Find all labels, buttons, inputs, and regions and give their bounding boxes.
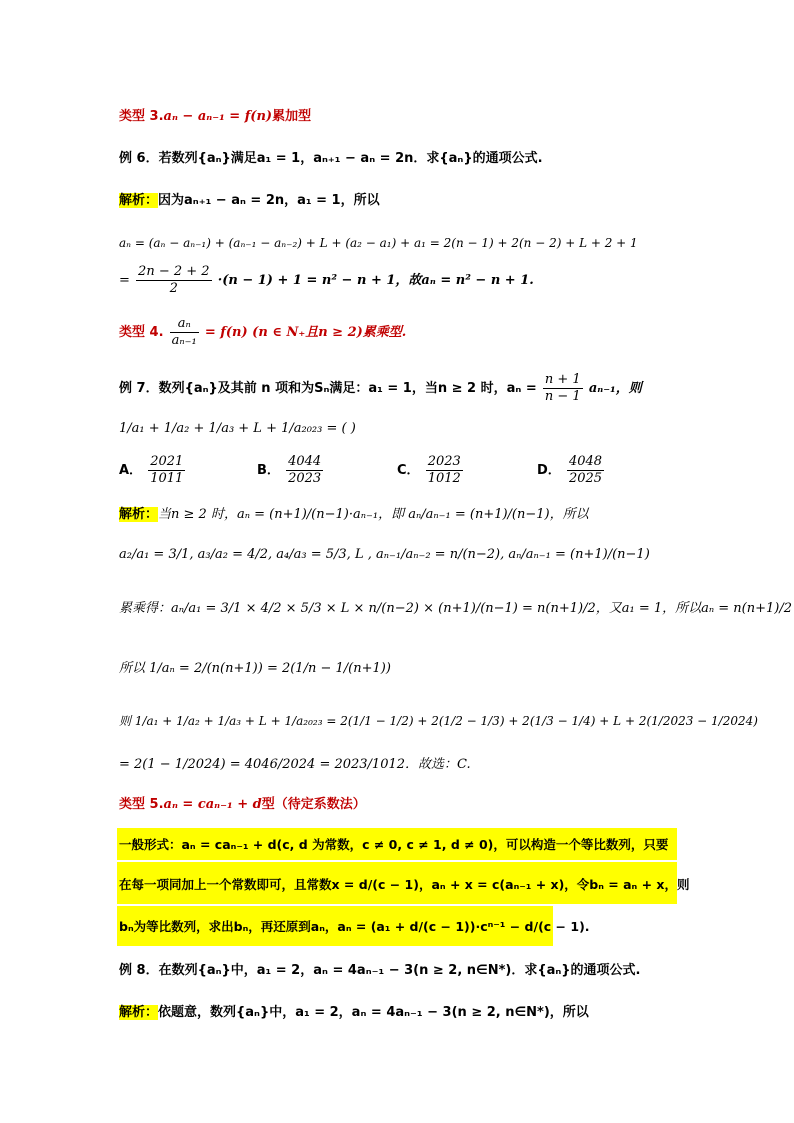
general-form-line-2: 在每一项同加上一个常数即可，且常数x = d/(c − 1)，aₙ + x = c(aₙ₋₁ + x)，令bₙ = aₙ + x，则 [119, 877, 690, 892]
example-8-problem: 例 8．在数列{aₙ}中，a₁ = 2，aₙ = 4aₙ₋₁ − 3(n ≥ 2, n∈N*)．求{aₙ}的通项公式. [119, 963, 641, 978]
example-7-problem: 例 7．数列{aₙ}及其前 n 项和为Sₙ满足：a₁ = 1，当n ≥ 2 时，aₙ = $\frac{n + 1}{n - 1}$ aₙ₋₁，则 [119, 372, 642, 404]
example-7-ratios: a₂/a₁ = 3/1, a₃/a₂ = 4/2, a₄/a₃ = 5/3, L , aₙ₋₁/aₙ₋₂ = n/(n−2), aₙ/aₙ₋₁ = (n+1)/(n−1) [119, 547, 650, 562]
example-6-problem: 例 6．若数列{aₙ}满足a₁ = 1，aₙ₊₁ − aₙ = 2n．求{aₙ}的通项公式. [119, 151, 543, 166]
example-7-final: = 2(1 − 1/2024) = 4046/2024 = 2023/1012．故选：C. [119, 757, 471, 772]
fraction: $\frac{n + 1}{n - 1}$ [544, 372, 581, 404]
option-b: B． $\frac{4044}{2023}$ [257, 454, 322, 486]
example-6-sum-line: aₙ = (aₙ − aₙ₋₁) + (aₙ₋₁ − aₙ₋₂) + L + (a₂ − a₁) + a₁ = 2(n − 1) + 2(n − 2) + L + 2 + 1 [119, 236, 638, 250]
fraction: $\frac{4044}{2023}$ [288, 454, 322, 486]
type3-heading: 类型 3.aₙ − aₙ₋₁ = f(n)累加型 [119, 109, 312, 124]
example-7-solution-intro: 解析：当n ≥ 2 时，aₙ = (n+1)/(n−1)·aₙ₋₁，即 aₙ/aₙ₋₁ = (n+1)/(n−1)，所以 [119, 507, 589, 522]
type5-heading: 类型 5.aₙ = caₙ₋₁ + d型（待定系数法） [119, 797, 366, 812]
fraction: $\frac{2021}{1011}$ [150, 454, 184, 486]
option-c: C． $\frac{2023}{1012}$ [397, 454, 461, 486]
general-form-line-1: 一般形式：aₙ = caₙ₋₁ + d(c, d 为常数，c ≠ 0, c ≠ 1, d ≠ 0)，可以构造一个等比数列，只要 [119, 837, 669, 852]
fraction: $\frac{2n - 2 + 2}{2}$ [138, 264, 210, 296]
example-6-result-line: = $\frac{2n - 2 + 2}{2}$ ·(n − 1) + 1 = n² − n + 1，故aₙ = n² − n + 1. [119, 264, 534, 296]
example-7-options [119, 454, 679, 490]
example-7-telescoping: 则 1/a₁ + 1/a₂ + 1/a₃ + L + 1/a₂₀₂₃ = 2(1/1 − 1/2) + 2(1/2 − 1/3) + 2(1/3 − 1/4) + L + 2(1/2023 − 1/2024) [119, 714, 758, 728]
example-7-product: 累乘得：aₙ/a₁ = 3/1 × 4/2 × 5/3 × L × n/(n−2) × (n+1)/(n−1) = n(n+1)/2，又a₁ = 1，所以aₙ = n(n+1)/2 [119, 601, 793, 616]
fraction: $\frac{\text{aₙ}}{\text{aₙ₋₁}}$ [171, 316, 197, 348]
option-a: A． $\frac{2021}{1011}$ [119, 454, 184, 486]
example-7-reciprocal: 所以 1/aₙ = 2/(n(n+1)) = 2(1/n − 1/(n+1)) [119, 661, 391, 676]
type4-heading: 类型 4. $\frac{\text{aₙ}}{\text{aₙ₋₁}}$ = f(n) (n ∈ N₊且n ≥ 2)累乘型. [119, 316, 407, 348]
fraction: $\frac{2023}{1012}$ [427, 454, 461, 486]
example-6-solution-intro: 解析：因为aₙ₊₁ − aₙ = 2n，a₁ = 1，所以 [119, 193, 380, 208]
example-8-solution-intro: 解析：依题意，数列{aₙ}中，a₁ = 2，aₙ = 4aₙ₋₁ − 3(n ≥ 2, n∈N*)，所以 [119, 1005, 589, 1020]
option-d: D． $\frac{4048}{2025}$ [537, 454, 603, 486]
general-form-line-3: bₙ为等比数列，求出bₙ，再还原到aₙ，aₙ = (a₁ + d/(c − 1))·cⁿ⁻¹ − d/(c − 1). [119, 919, 590, 934]
example-7-sum-expression: 1/a₁ + 1/a₂ + 1/a₃ + L + 1/a₂₀₂₃ = ( ) [119, 421, 356, 436]
fraction: $\frac{4048}{2025}$ [568, 454, 603, 486]
